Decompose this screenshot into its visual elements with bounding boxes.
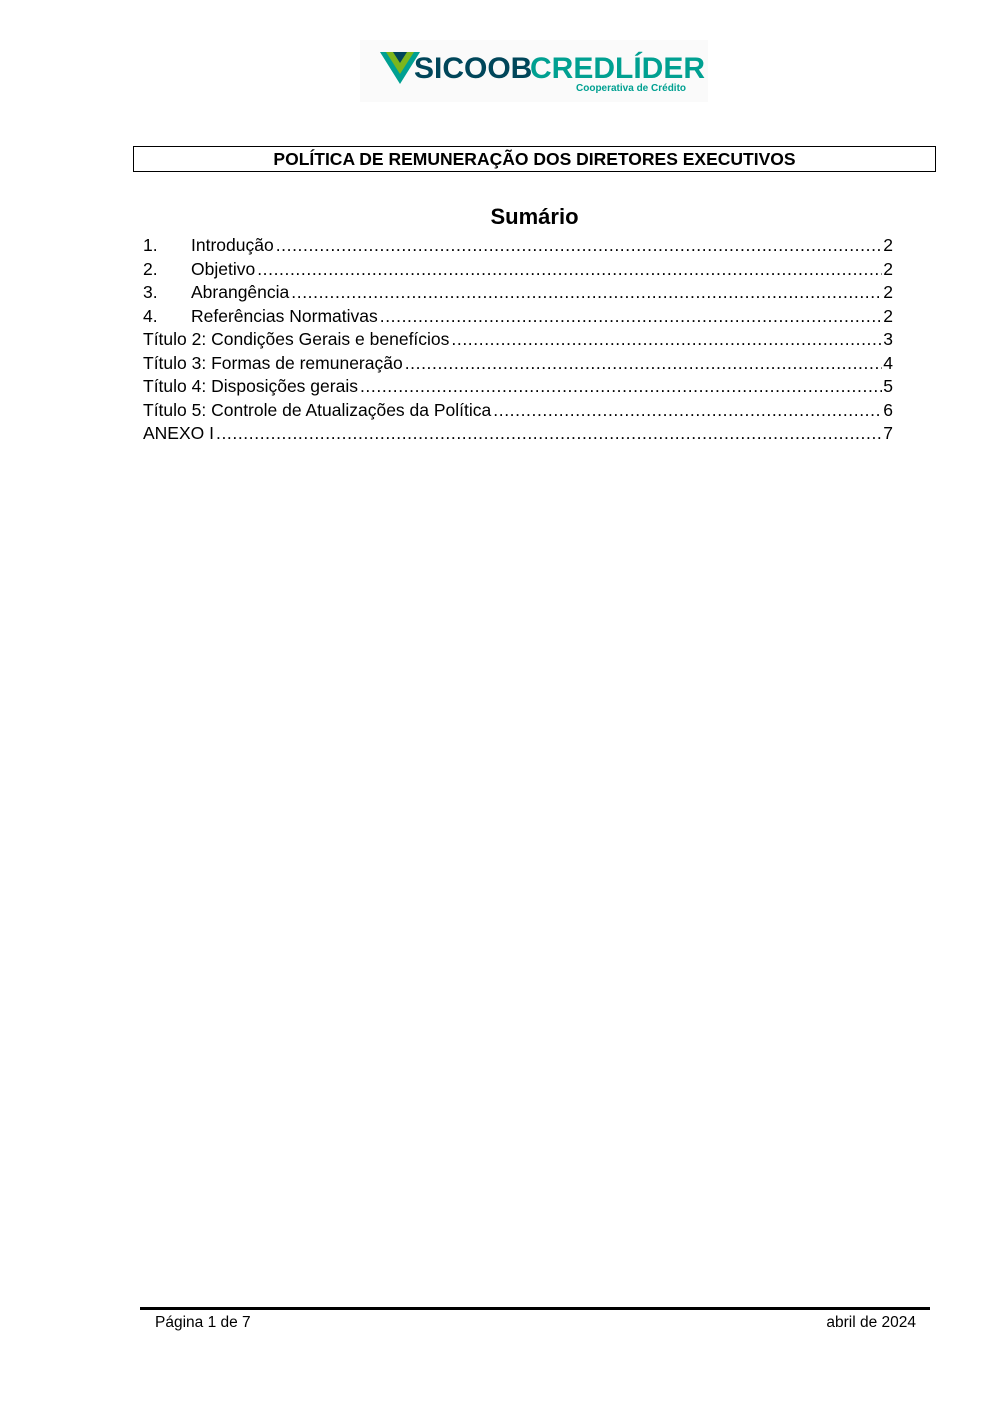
toc-entry-page: 4 (883, 352, 893, 373)
toc-entry[interactable] (143, 399, 893, 423)
toc-entry-page: 2 (883, 235, 893, 255)
toc-heading: Sumário (490, 204, 579, 229)
toc-entry-page: 6 (883, 399, 893, 420)
toc-entry-page: 2 (883, 305, 893, 326)
toc-entry[interactable] (143, 258, 893, 282)
toc-dot-leader (405, 352, 883, 376)
toc-entry-label: Título 4: Disposições gerais (143, 376, 358, 396)
toc-entry[interactable] (143, 281, 893, 305)
toc-entry-label: Abrangência (191, 282, 290, 302)
toc-entry-number: 3. (143, 282, 158, 302)
logo-brand-credlider: CREDLÍDER (530, 52, 706, 85)
toc-entry-page: 5 (883, 376, 893, 396)
toc-dot-leader (257, 258, 882, 282)
toc-entry[interactable] (143, 305, 893, 329)
toc-entry[interactable] (143, 375, 893, 399)
table-of-contents (143, 234, 893, 446)
toc-entry-label: Título 2: Condições Gerais e benefícios (143, 329, 450, 349)
footer-date: abril de 2024 (826, 1314, 916, 1331)
toc-entry-page: 2 (883, 282, 893, 302)
toc-entry-label: Título 3: Formas de remuneração (143, 352, 403, 373)
toc-dot-leader (380, 305, 883, 329)
sicoob-credlider-logo (360, 40, 708, 102)
toc-entry-number: 2. (143, 258, 158, 279)
toc-dot-leader (451, 328, 882, 352)
toc-entry-label: Referências Normativas (191, 305, 378, 326)
toc-dot-leader (216, 422, 882, 446)
toc-entry-number: 1. (143, 235, 158, 255)
footer-page-info: Página 1 de 7 (155, 1314, 251, 1331)
toc-dot-leader (360, 375, 882, 399)
toc-dot-leader (493, 399, 882, 423)
toc-entry-label: Objetivo (191, 258, 256, 279)
toc-entry[interactable] (143, 328, 893, 352)
logo-tagline: Cooperativa de Crédito (576, 83, 687, 94)
toc-entry[interactable] (143, 352, 893, 376)
toc-entry-number: 4. (143, 305, 158, 326)
toc-dot-leader (276, 234, 883, 258)
toc-entry-label: ANEXO I (143, 423, 214, 443)
toc-entry[interactable] (143, 422, 893, 446)
toc-entry-page: 3 (883, 329, 893, 349)
toc-entry-page: 2 (883, 258, 893, 279)
toc-dot-leader (291, 281, 882, 305)
footer-divider (140, 1307, 930, 1310)
toc-entry-page: 7 (883, 423, 893, 443)
logo-graphic (360, 40, 708, 102)
toc-entry-label: Introdução (191, 235, 274, 255)
document-title: POLÍTICA DE REMUNERAÇÃO DOS DIRETORES EXECUTIVOS (133, 146, 936, 172)
logo-brand-sicoob: SICOOB (414, 52, 533, 85)
toc-entry[interactable] (143, 234, 893, 258)
toc-entry-label: Título 5: Controle de Atualizações da Política (143, 399, 492, 420)
